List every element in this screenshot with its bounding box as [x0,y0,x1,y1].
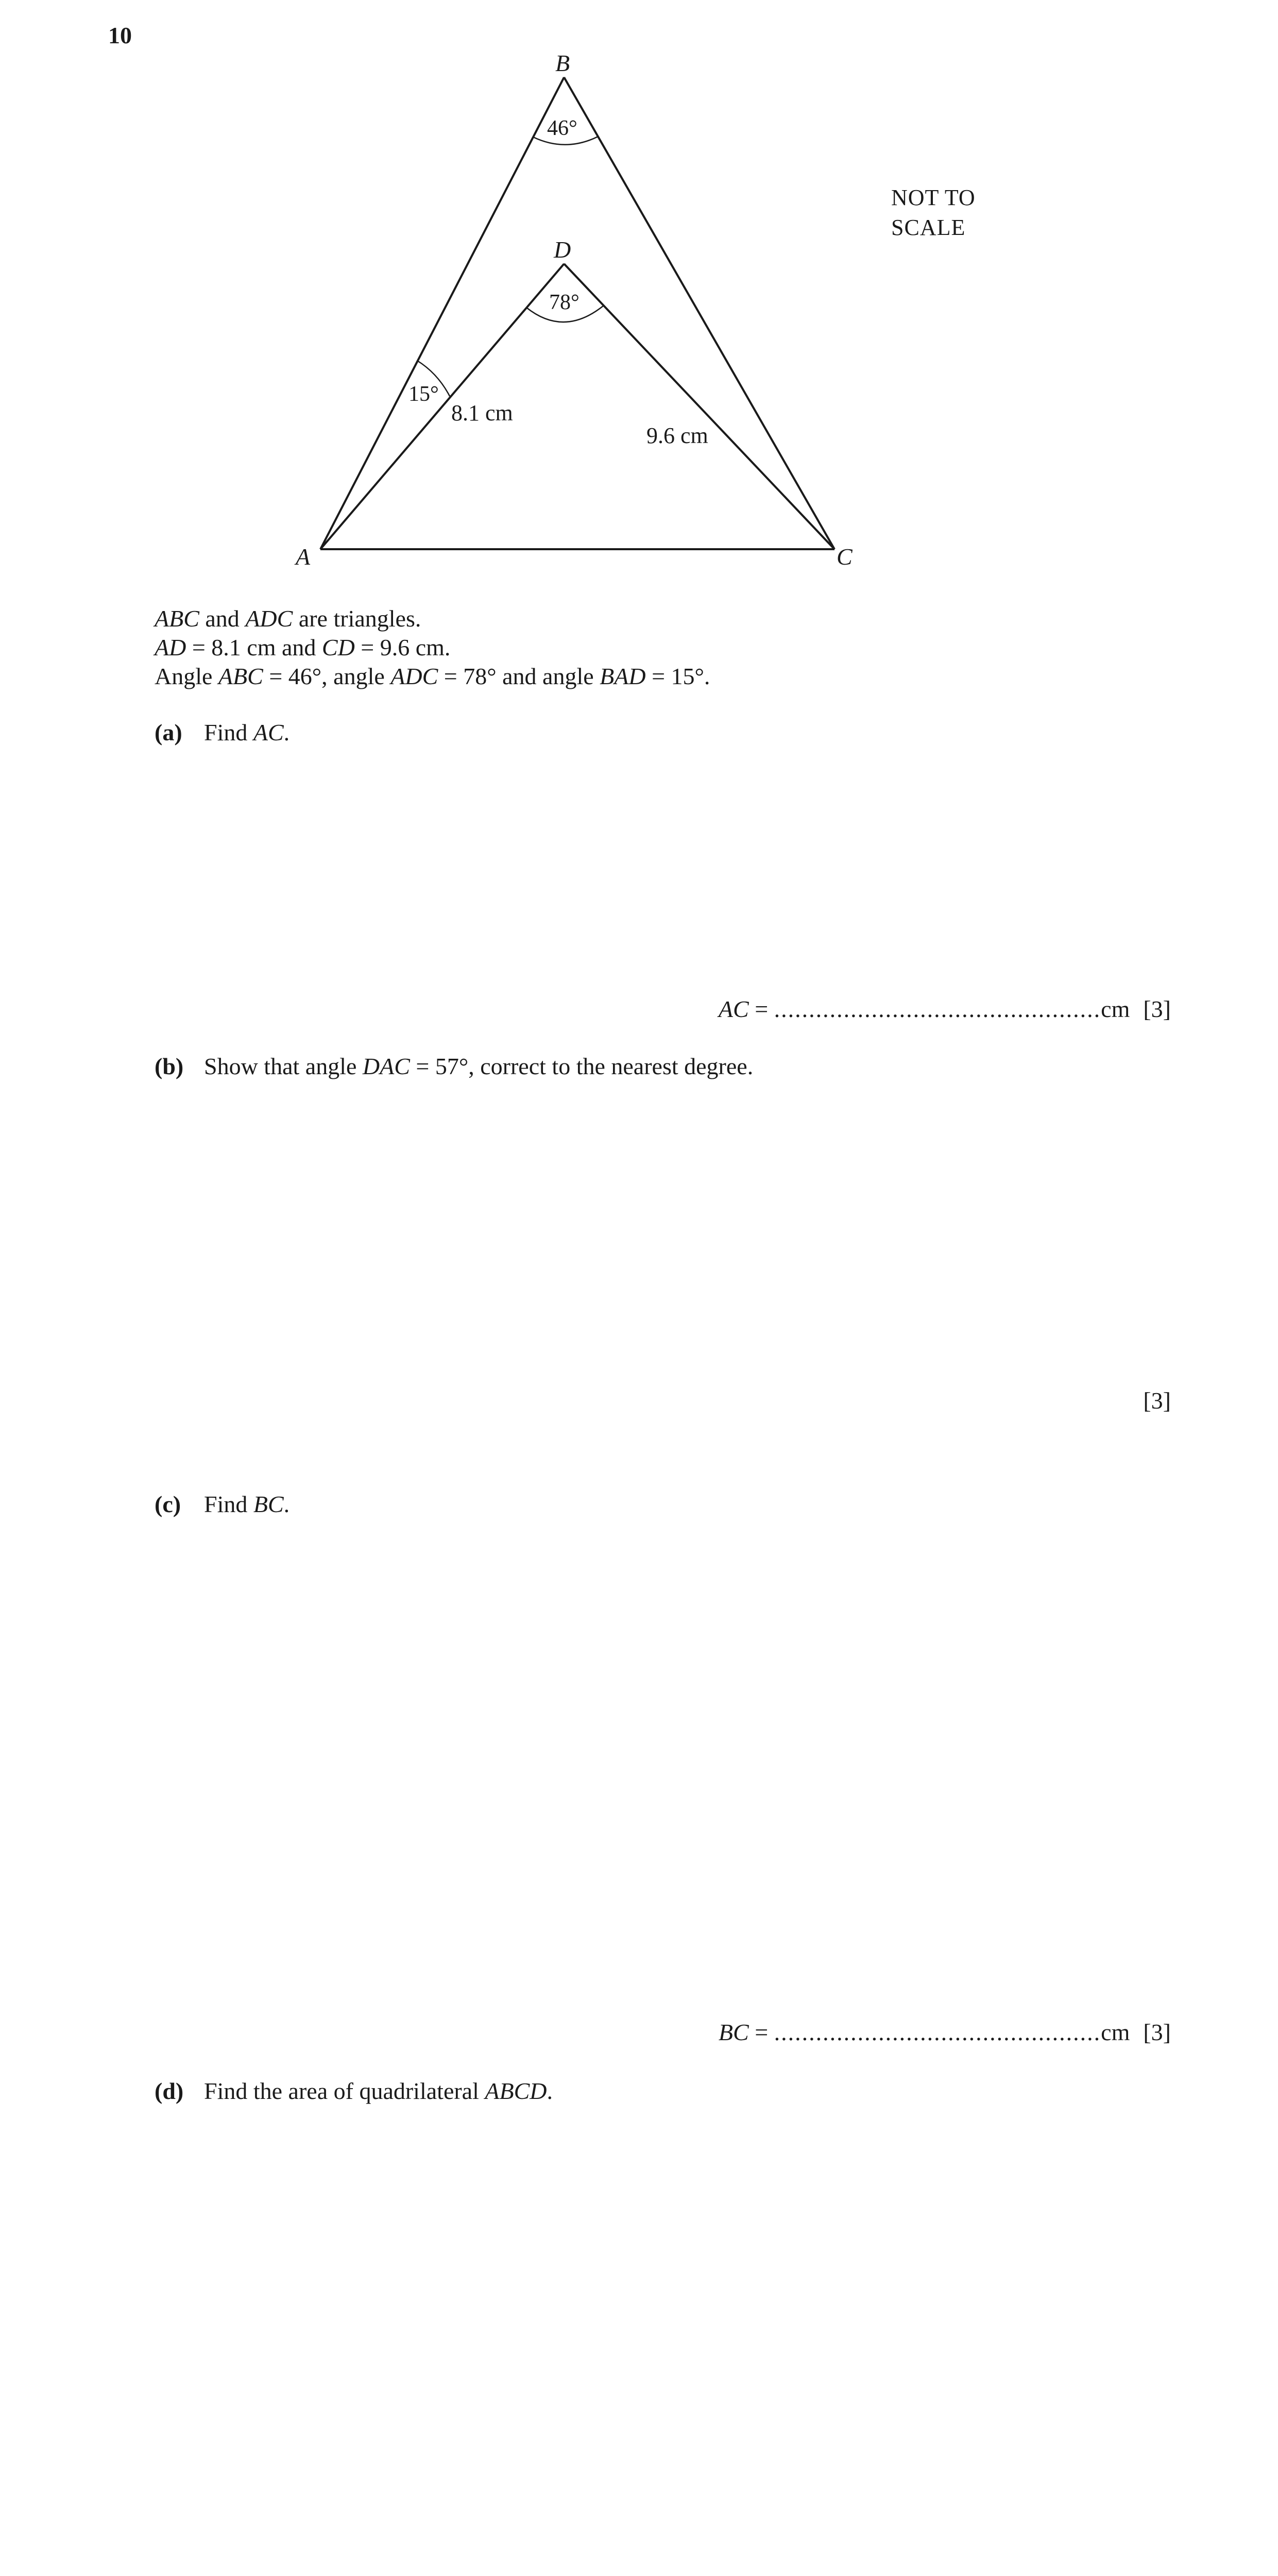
part-a-answer-line[interactable] [719,995,1171,1023]
stmt3-t5: = 78° and angle [438,663,600,689]
not-to-scale-note [891,183,976,243]
length-label-cd: 9.6 cm [646,423,708,448]
vertex-label-c: C [837,544,853,570]
stmt1-t3: ADC [245,605,293,632]
angle-label-d: 78° [549,291,580,314]
part-c-answer-dots[interactable]: ............................................... [774,2019,1101,2045]
part-b-marks-line [1143,1387,1171,1414]
side-dc [564,264,834,549]
part-c-question [155,1490,289,1518]
part-a-text1: Find [204,719,253,745]
side-bc [564,77,834,549]
part-a-text2: . [283,719,290,745]
part-b-marks: [3] [1143,1387,1171,1414]
part-a-answer-var: AC [718,996,749,1022]
part-d-question [155,2077,553,2105]
stmt3-t4: ADC [390,663,438,689]
vertex-label-d: D [554,236,571,263]
question-number: 10 [108,22,132,48]
stmt2-t3: CD [321,634,355,660]
part-b-italic: DAC [362,1053,410,1079]
part-a-answer-eq: = [748,996,774,1022]
part-c-answer-line[interactable] [719,2019,1171,2046]
part-b-text1: Show that angle [204,1053,363,1079]
part-a-answer-dots[interactable]: ............................................... [774,996,1101,1022]
note-line-1: NOT TO [891,185,976,210]
part-b-question [155,1053,753,1080]
note-line-2: SCALE [891,215,966,240]
statement-line-2 [155,634,450,661]
triangle-diagram [0,0,1278,592]
side-ab [320,77,564,549]
stmt1-t1: ABC [155,605,199,632]
part-c-answer-unit: cm [1101,2019,1130,2045]
part-d-label: (d) [155,2078,184,2104]
part-a-italic: AC [253,719,284,745]
part-c-label: (c) [155,1491,181,1517]
stmt3-t1: Angle [155,663,218,689]
part-d-text2: . [547,2078,553,2104]
angle-label-b: 46° [547,116,577,140]
vertex-label-b: B [555,50,570,76]
stmt3-t6: BAD [600,663,646,689]
stmt3-t2: ABC [218,663,263,689]
part-a-answer-unit: cm [1101,996,1130,1022]
stmt1-t2: and [199,605,246,632]
part-c-text2: . [283,1491,290,1517]
statement-line-1 [155,605,421,632]
length-label-ad: 8.1 cm [451,400,513,426]
part-c-italic: BC [253,1491,284,1517]
stmt3-t3: = 46°, angle [263,663,391,689]
stmt2-t1: AD [155,634,186,660]
part-d-italic: ABCD [485,2078,547,2104]
part-c-answer-var: BC [718,2019,749,2045]
stmt1-t4: are triangles. [293,605,421,632]
part-c-answer-eq: = [748,2019,774,2045]
part-a-question [155,719,289,746]
statement-line-3 [155,663,710,690]
part-c-marks: [3] [1143,2019,1171,2045]
stmt2-t4: = 9.6 cm. [354,634,451,660]
angle-label-bad: 15° [408,382,439,406]
part-b-label: (b) [155,1053,184,1079]
stmt3-t7: = 15°. [645,663,710,689]
vertex-label-a: A [296,544,311,570]
part-a-label: (a) [155,719,182,745]
part-b-text2: = 57°, correct to the nearest degree. [410,1053,754,1079]
part-d-text1: Find the area of quadrilateral [204,2078,485,2104]
stmt2-t2: = 8.1 cm and [186,634,322,660]
part-c-text1: Find [204,1491,253,1517]
part-a-marks: [3] [1143,996,1171,1022]
side-ad [320,264,564,549]
